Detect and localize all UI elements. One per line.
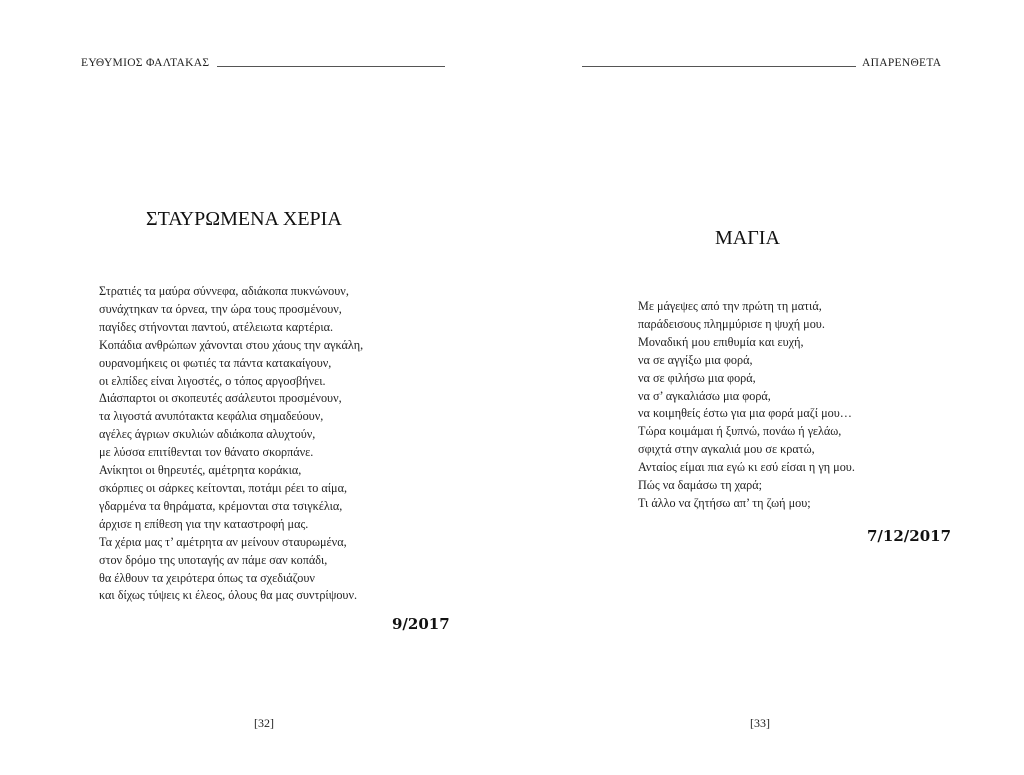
poem-line: συνάχτηκαν τα όρνεα, την ώρα τους προσμένουν,: [99, 301, 342, 316]
poem-line: αγέλες άγριων σκυλιών αδιάκοπα αλυχτούν,: [99, 427, 316, 442]
poem-line: Τι άλλο να ζητήσω απ’ τη ζωή μου;: [638, 495, 811, 510]
poem-date: 9/2017: [392, 615, 450, 633]
poem-line: παγίδες στήνονται παντού, ατέλειωτα καρτέρια.: [99, 319, 334, 334]
poem-line: στον δρόμο της υποταγής αν πάμε σαν κοπάδι,: [99, 552, 328, 567]
right-page: [512, 0, 1024, 775]
poem-line: σφιχτά στην αγκαλιά μου σε κρατώ,: [638, 442, 815, 457]
poem-line: Τώρα κοιμάμαι ή ξυπνώ, πονάω ή γελάω,: [638, 424, 842, 439]
poem-body: [638, 298, 855, 513]
poem-line: να σ’ αγκαλιάσω μια φορά,: [638, 388, 771, 403]
poem-line: Πώς να δαμάσω τη χαρά;: [638, 478, 763, 493]
poem-line: Με μάγεψες από την πρώτη τη ματιά,: [638, 299, 822, 313]
header-rule: [582, 66, 856, 67]
poem-line: με λύσσα επιτίθενται τον θάνατο σκορπάνε.: [99, 445, 314, 460]
poem-line: Τα χέρια μας τ’ αμέτρητα αν μείνουν σταυρωμένα,: [99, 534, 347, 549]
poem-line: γδαρμένα τα θηράματα, κρέμονται στα τσιγκέλια,: [99, 498, 343, 513]
poem-line: τα λιγοστά ανυπότακτα κεφάλια σημαδεύουν,: [99, 409, 324, 424]
poem-date: 7/12/2017: [867, 527, 952, 545]
poem-line: Διάσπαρτοι οι σκοπευτές ασάλευτοι προσμένουν,: [99, 391, 342, 406]
poem-line: Μοναδική μου επιθυμία και ευχή,: [638, 334, 804, 349]
poem-title: ΜΑΓΙΑ: [715, 227, 780, 249]
running-header-author: ΕΥΘΥΜΙΟΣ ΦΑΛΤΑΚΑΣ: [81, 57, 210, 69]
poem-line: οι ελπίδες είναι λιγοστές, ο τόπος αργοσβήνει.: [99, 373, 326, 388]
poem-line: ουρανομήκεις οι φωτιές τα πάντα κατακαίγουν,: [99, 355, 332, 370]
poem-line: παράδεισους πλημμύρισε η ψυχή μου.: [638, 316, 825, 331]
page-number: [32]: [254, 716, 274, 730]
poem-line: θα έλθουν τα χειρότερα όπως τα σχεδιάζουν: [99, 570, 315, 585]
poem-line: Ανταίος είμαι πια εγώ κι εσύ είσαι η γη μου.: [638, 460, 855, 475]
poem-line: να σε φιλήσω μια φορά,: [638, 370, 756, 385]
poem-line: άρχισε η επίθεση για την καταστροφή μας.: [99, 516, 309, 531]
poem-line: Στρατιές τα μαύρα σύννεφα, αδιάκοπα πυκνώνουν,: [99, 284, 349, 298]
header-rule: [217, 66, 445, 67]
poem-line: να κοιμηθείς έστω για μια φορά μαζί μου…: [638, 406, 852, 421]
poem-line: Κοπάδια ανθρώπων χάνονται στου χάους την αγκάλη,: [99, 337, 364, 352]
running-header-book: ΑΠΑΡΕΝΘΕΤΑ: [862, 57, 942, 69]
poem-title: ΣΤΑΥΡΩΜΕΝΑ ΧΕΡΙΑ: [146, 208, 342, 230]
poem-body: [99, 283, 363, 605]
poem-line: σκόρπιες οι σάρκες κείτονται, ποτάμι ρέει το αίμα,: [99, 480, 348, 495]
poem-line: και δίχως τύψεις κι έλεος, όλους θα μας συντρίψουν.: [99, 588, 358, 603]
poem-line: Ανίκητοι οι θηρευτές, αμέτρητα κοράκια,: [99, 463, 302, 478]
page-number: [33]: [750, 716, 770, 730]
poem-line: να σε αγγίξω μια φορά,: [638, 352, 753, 367]
